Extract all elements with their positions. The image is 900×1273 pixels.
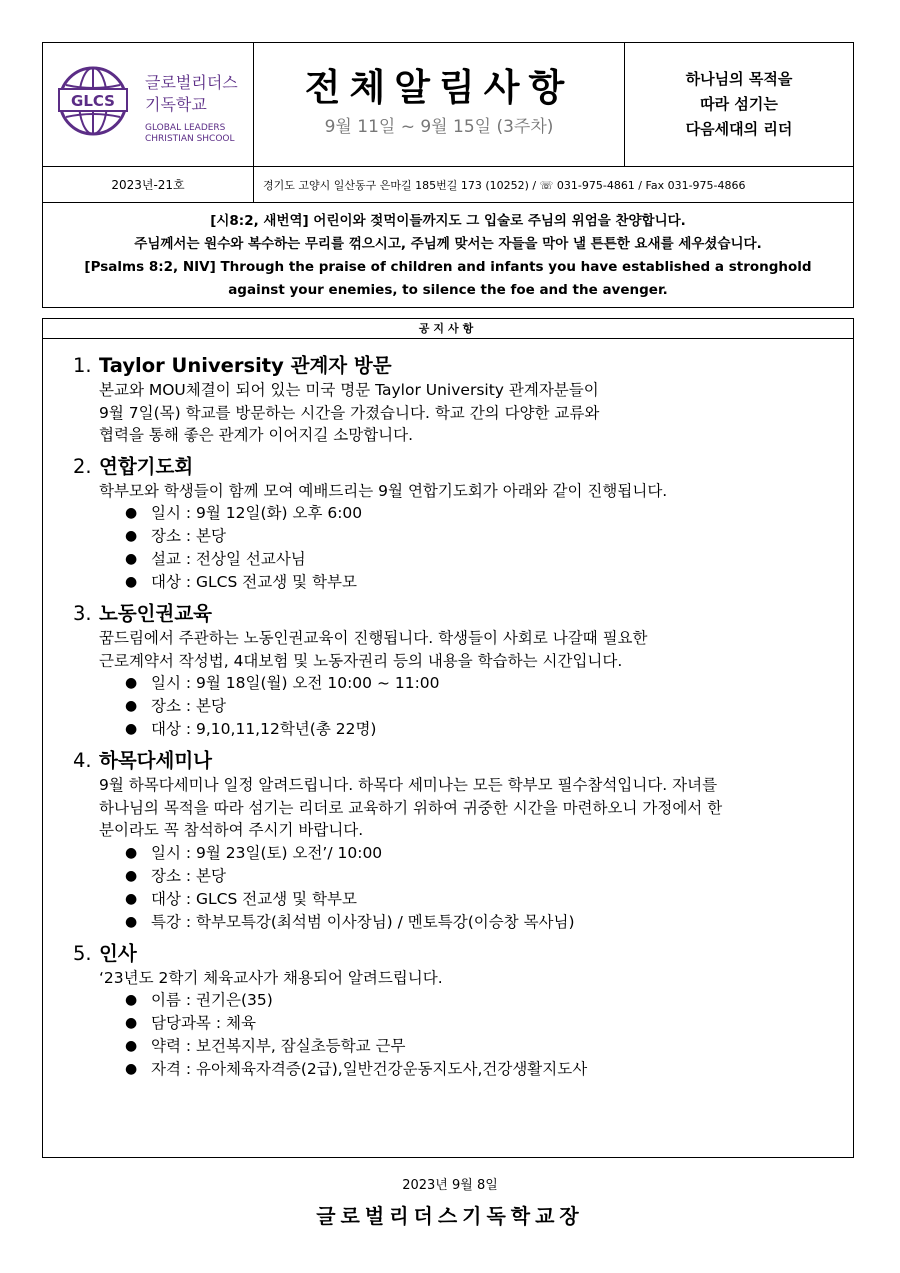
notice-item-details — [125, 989, 853, 1081]
bible-verse — [43, 204, 853, 308]
issue-date: 2023년 9월 8일 — [402, 1178, 498, 1193]
notice-item-text: 근로계약서 작성법, 4대보험 및 노동자권리 등의 내용을 학습하는 시간입니다. — [99, 651, 623, 670]
header-top-row — [43, 43, 853, 167]
detail-text: 특강 : 학부모특강(최석범 이사장님) / 멘토특강(이승창 목사님) — [151, 912, 575, 931]
bullet-dot-icon: ● — [125, 890, 138, 907]
detail-bullet — [125, 571, 853, 594]
notice-item-heading: 연합기도회 — [99, 454, 194, 478]
verse-ko-line2: 주님께서는 원수와 복수하는 무리를 꺾으시고, 주님께 맞서는 자들을 막아 낼 튼튼한 요새를 세우셨습니다. — [134, 236, 762, 252]
verse-ko-ref: [시8:2, 새번역] — [210, 213, 309, 229]
detail-bullet — [125, 548, 853, 571]
motto-block — [625, 43, 853, 166]
bullet-dot-icon: ● — [125, 721, 138, 737]
detail-bullet — [125, 1012, 853, 1035]
notice-item — [73, 748, 853, 934]
school-logo-icon — [57, 63, 129, 137]
notice-item-number: 3. — [73, 602, 92, 625]
detail-text: 대상 : 9,10,11,12학년(총 22명) — [151, 720, 377, 738]
detail-bullet — [125, 911, 853, 934]
detail-bullet — [125, 525, 853, 548]
detail-text: 일시 : 9월 18일(월) 오전 10:00 ~ 11:00 — [151, 674, 440, 692]
bullet-dot-icon: ● — [125, 844, 138, 861]
title-block — [254, 43, 625, 166]
bullet-dot-icon: ● — [125, 913, 138, 930]
notice-item-number: 5. — [73, 941, 92, 965]
notice-item-title — [73, 941, 853, 967]
notice-item-number: 4. — [73, 749, 92, 772]
notice-item-text: ‘23년도 2학기 체육교사가 채용되어 알려드립니다. — [99, 968, 443, 987]
bullet-dot-icon: ● — [125, 1015, 138, 1031]
notice-item-number: 2. — [73, 454, 92, 478]
detail-text: 장소 : 본당 — [151, 866, 226, 885]
principal-signature: 글로벌리더스기독학교장 — [316, 1204, 584, 1228]
school-name-ko-line1: 글로벌리더스 — [145, 73, 238, 92]
detail-text: 일시 : 9월 12일(화) 오후 6:00 — [151, 504, 363, 522]
notice-item-details — [125, 672, 853, 741]
school-address: 경기도 고양시 일산동구 은마길 185번길 173 (10252) / ☏ 031-975-4861 / Fax 031-975-4866 — [263, 178, 746, 192]
notice-item-details — [125, 502, 853, 594]
week-range: 9월 11일 ~ 9월 15일 (3주차) — [324, 117, 554, 137]
notice-item-text: 본교와 MOU체결이 되어 있는 미국 명문 Taylor University 관계자분들이 — [99, 381, 599, 399]
detail-bullet — [125, 888, 853, 911]
notice-item-text: 학부모와 학생들이 함께 모여 예배드리는 9월 연합기도회가 아래와 같이 진행됩니다. — [99, 481, 668, 500]
verse-ko-line1 — [210, 210, 686, 233]
school-name-ko-line2: 기독학교 — [145, 95, 207, 114]
detail-bullet — [125, 1035, 853, 1058]
notice-item-text: 분이라도 꼭 참석하여 주시기 바랍니다. — [99, 821, 364, 839]
notice-item-heading: 인사 — [99, 941, 137, 965]
detail-text: 약력 : 보건복지부, 잠실초등학교 근무 — [151, 1037, 406, 1055]
detail-bullet — [125, 718, 853, 741]
notice-item-heading: Taylor University 관계자 방문 — [99, 354, 392, 377]
bullet-dot-icon: ● — [125, 1061, 138, 1077]
detail-bullet — [125, 865, 853, 888]
detail-bullet — [125, 1058, 853, 1081]
detail-text: 설교 : 전상일 선교사님 — [151, 550, 306, 568]
logo-abbreviation: GLCS — [71, 92, 115, 110]
notice-item-text: 꿈드림에서 주관하는 노동인권교육이 진행됩니다. 학생들이 사회로 나갈때 필요한 — [99, 629, 648, 647]
detail-text: 장소 : 본당 — [151, 697, 226, 715]
notice-item-number: 1. — [73, 354, 92, 377]
bullet-dot-icon: ● — [125, 1038, 138, 1054]
verse-ko-text: 어린이와 젖먹이들까지도 그 입술로 주님의 위엄을 찬양합니다. — [308, 213, 686, 229]
bullet-dot-icon: ● — [125, 992, 138, 1008]
notice-item-title — [73, 601, 853, 627]
school-name-en-line2: CHRISTIAN SHCOOL — [145, 134, 235, 144]
notice-item — [73, 601, 853, 741]
motto-line: 따라 섬기는 — [700, 95, 778, 113]
notice-item-title — [73, 748, 853, 774]
verse-en-line2: against your enemies, to silence the foe and the avenger. — [228, 282, 668, 298]
bullet-dot-icon: ● — [125, 698, 138, 714]
notice-list — [43, 339, 853, 1081]
verse-en-line1: [Psalms 8:2, NIV] Through the praise of children and infants you have established a stronghold — [84, 259, 812, 275]
motto-line: 다음세대의 리더 — [685, 120, 793, 138]
bullet-dot-icon: ● — [125, 528, 138, 544]
notice-item-title — [73, 454, 853, 480]
detail-bullet — [125, 695, 853, 718]
notice-item-text: 하나님의 목적을 따라 섬기는 리더로 교육하기 위하여 귀중한 시간을 마련하오니 가정에서 한 — [99, 798, 723, 817]
detail-bullet — [125, 842, 853, 865]
detail-text: 자격 : 유아체육자격증(2급),일반건강운동지도사,건강생활지도사 — [151, 1060, 588, 1078]
notice-item-heading: 하목다세미나 — [99, 749, 213, 772]
notice-item — [73, 454, 853, 595]
motto-line: 하나님의 목적을 — [685, 70, 793, 88]
bullet-dot-icon: ● — [125, 551, 138, 567]
notice-item — [73, 941, 853, 1082]
school-logo-block — [43, 43, 254, 166]
bullet-dot-icon: ● — [125, 675, 138, 691]
detail-bullet — [125, 672, 853, 695]
bullet-dot-icon: ● — [125, 574, 138, 590]
header-info-row — [43, 167, 853, 203]
notice-heading: 공지사항 — [43, 319, 853, 339]
notice-section — [42, 318, 854, 1158]
notice-item-details — [125, 842, 853, 934]
school-name-en-line1: GLOBAL LEADERS — [145, 123, 226, 133]
newsletter-header — [42, 42, 854, 308]
detail-text: 장소 : 본당 — [151, 527, 226, 545]
detail-bullet — [125, 502, 853, 525]
issue-number: 2023년-21호 — [43, 167, 254, 202]
notice-item-text: 9월 하목다세미나 일정 알려드립니다. 하목다 세미나는 모든 학부모 필수참석입니다. 자녀를 — [99, 776, 718, 794]
detail-text: 이름 : 권기은(35) — [151, 991, 273, 1009]
notice-item-text: 9월 7일(목) 학교를 방문하는 시간을 가졌습니다. 학교 간의 다양한 교류와 — [99, 403, 600, 422]
notice-item — [73, 353, 853, 447]
bullet-dot-icon: ● — [125, 505, 138, 521]
detail-bullet — [125, 989, 853, 1012]
detail-text: 담당과목 : 체육 — [151, 1014, 256, 1032]
notice-item-text: 협력을 통해 좋은 관계가 이어지길 소망합니다. — [99, 426, 414, 444]
notice-item-heading: 노동인권교육 — [99, 602, 213, 625]
detail-text: 일시 : 9월 23일(토) 오전’/ 10:00 — [151, 843, 383, 862]
page-title: 전체알림사항 — [304, 66, 574, 109]
detail-text: 대상 : GLCS 전교생 및 학부모 — [151, 573, 357, 591]
detail-text: 대상 : GLCS 전교생 및 학부모 — [151, 889, 357, 908]
bullet-dot-icon: ● — [125, 867, 138, 884]
notice-item-title — [73, 353, 853, 379]
